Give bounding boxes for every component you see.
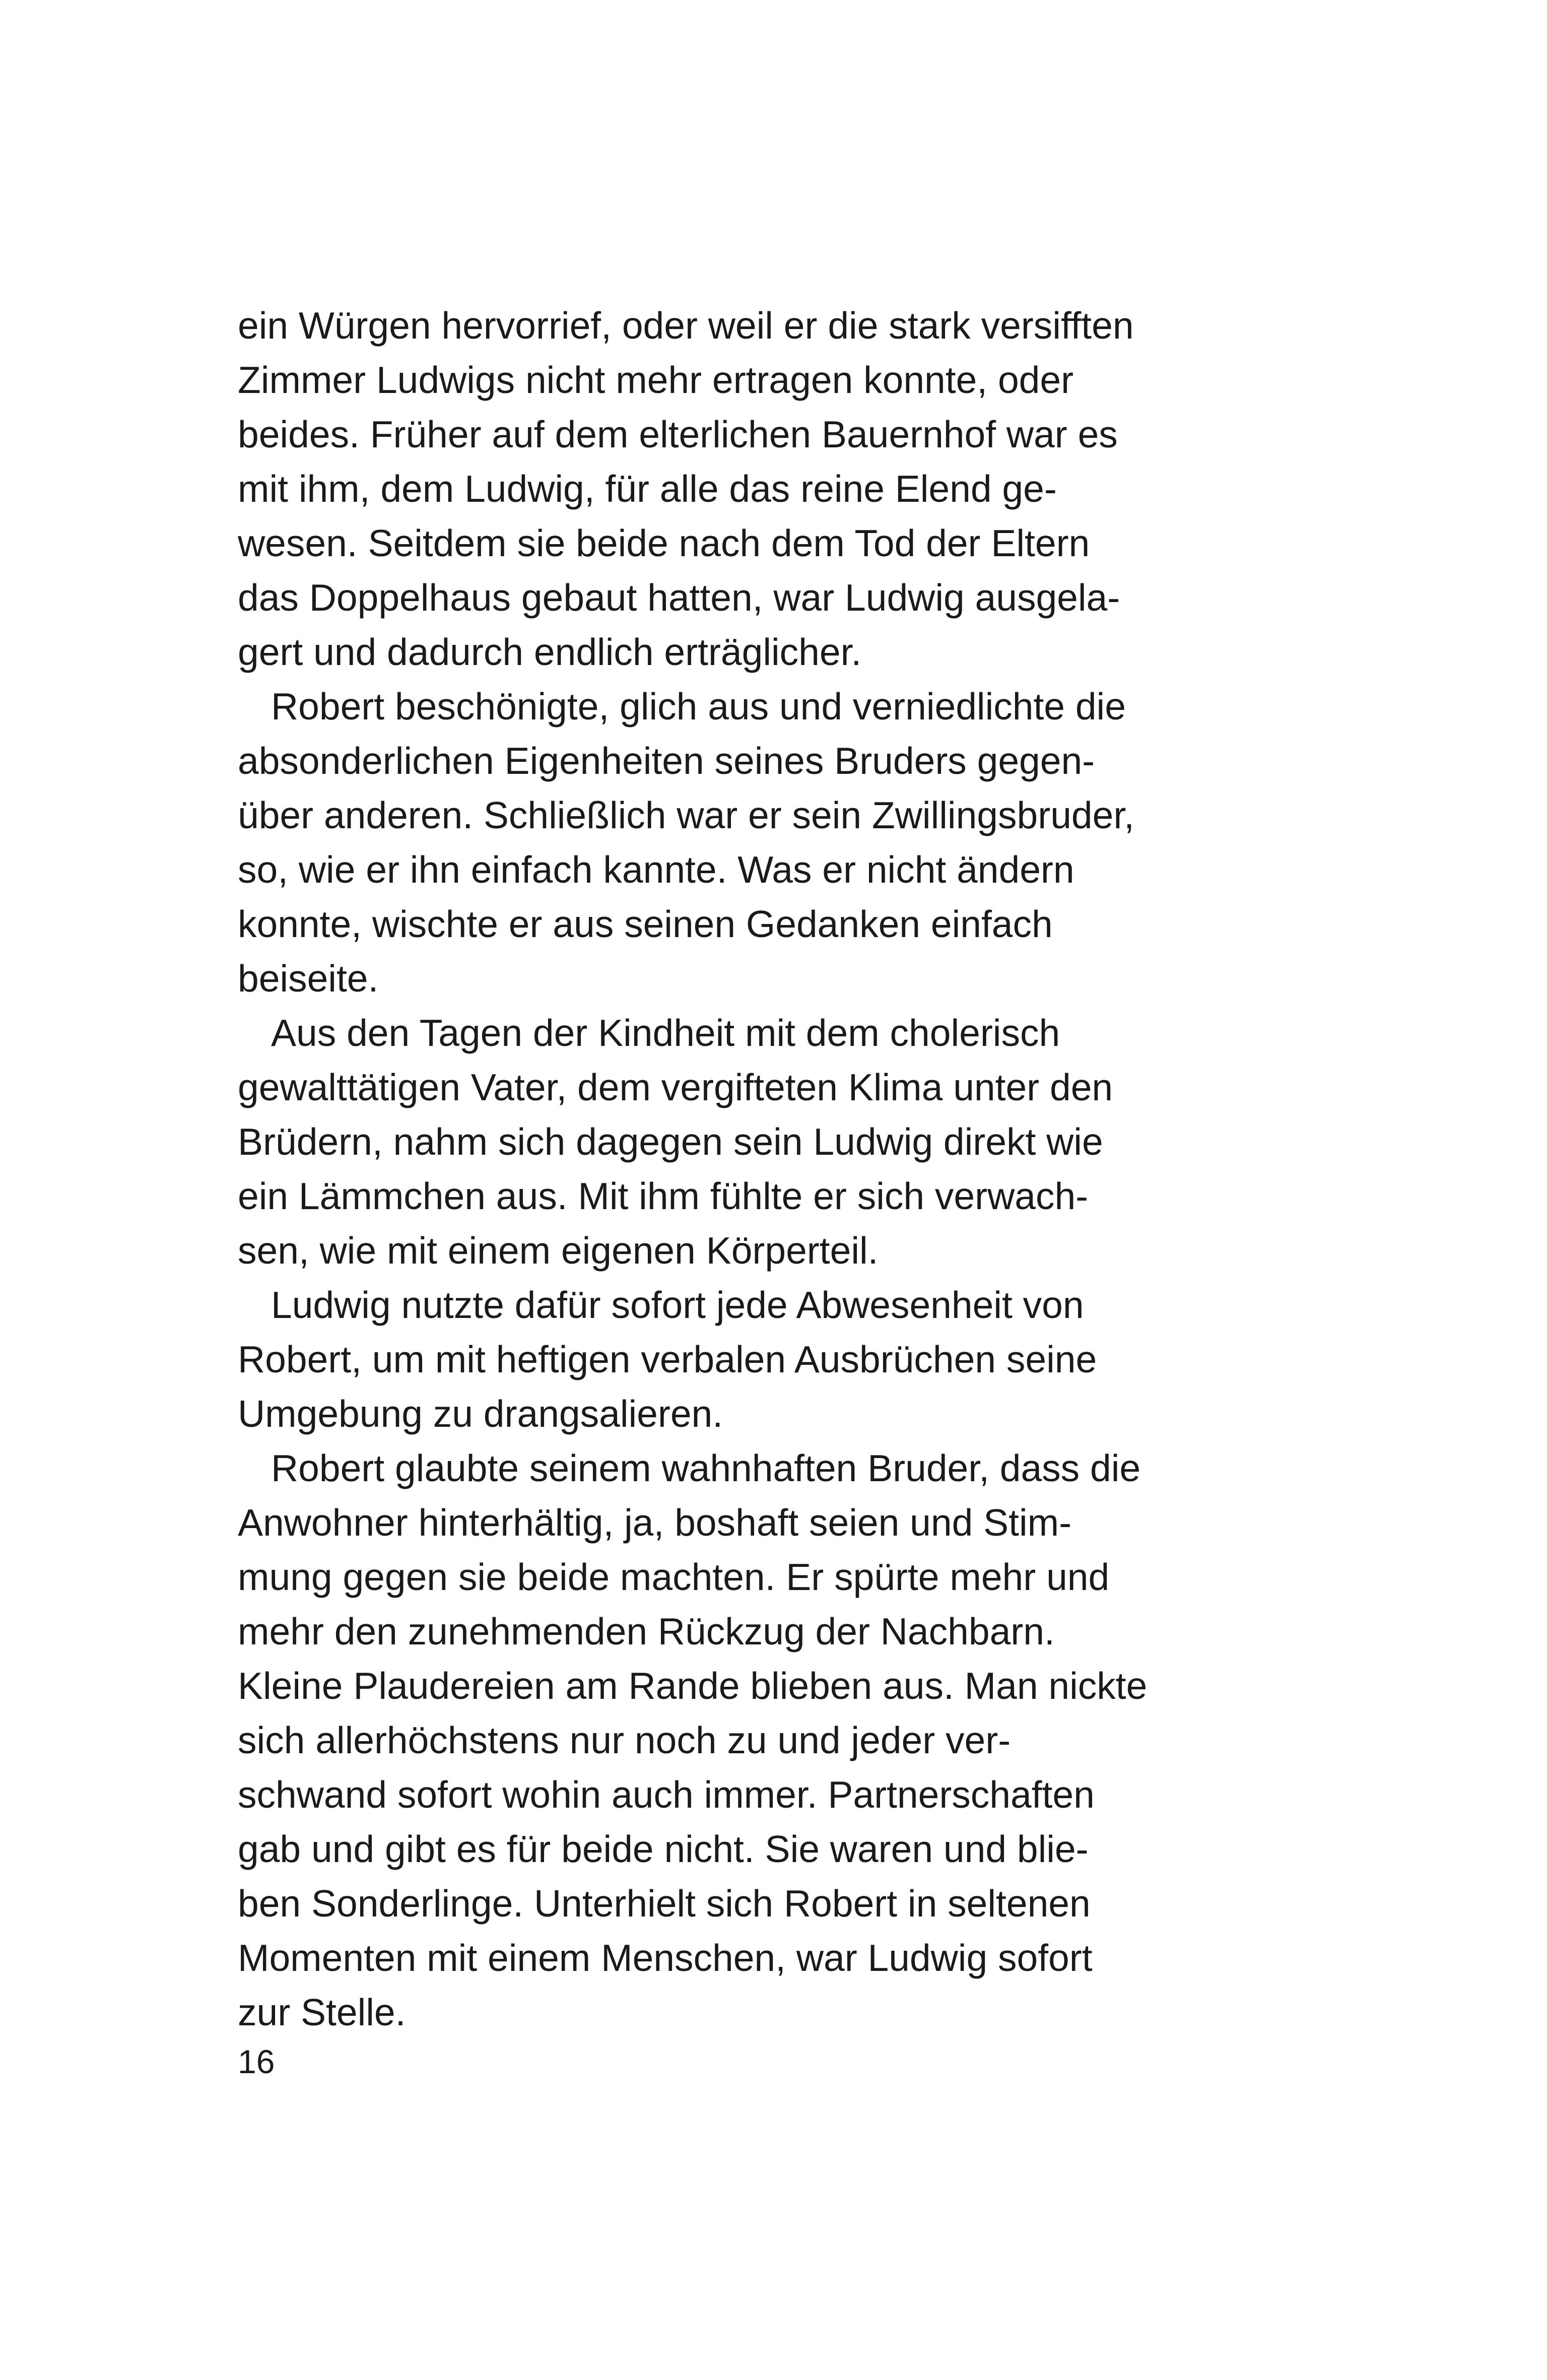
text-line: zur Stelle. [238,1991,406,2033]
text-line: Brüdern, nahm sich dagegen sein Ludwig direkt wie [238,1120,1103,1163]
text-line: Zimmer Ludwigs nicht mehr ertragen konnte, oder [238,359,1074,401]
paragraph-4 [238,1278,1270,1441]
paragraph-5 [238,1441,1270,2039]
paragraph-2 [238,679,1270,1006]
text-line: Kleine Plaudereien am Rande blieben aus. Man nickte [238,1665,1148,1707]
text-line: Umgebung zu drangsalieren. [238,1393,723,1435]
page-number: 16 [238,2043,275,2080]
text-line: konnte, wischte er aus seinen Gedanken einfach [238,903,1053,945]
text-line: schwand sofort wohin auch immer. Partnerschaften [238,1773,1095,1816]
text-line: gert und dadurch endlich erträglicher. [238,631,862,673]
text-line: sen, wie mit einem eigenen Körperteil. [238,1229,879,1272]
text-line: gab und gibt es für beide nicht. Sie waren und blie- [238,1828,1089,1870]
text-line: Aus den Tagen der Kindheit mit dem cholerisch [271,1012,1060,1054]
text-line: Momenten mit einem Menschen, war Ludwig sofort [238,1937,1093,1979]
text-line: mit ihm, dem Ludwig, für alle das reine Elend ge- [238,468,1057,510]
text-line: mehr den zunehmenden Rückzug der Nachbarn. [238,1610,1055,1652]
text-line: ein Lämmchen aus. Mit ihm fühlte er sich verwach- [238,1175,1089,1217]
paragraph-1 [238,298,1270,679]
text-line: absonderlichen Eigenheiten seines Bruders gegen- [238,740,1095,782]
text-line: Robert, um mit heftigen verbalen Ausbrüchen seine [238,1338,1097,1380]
text-line: mung gegen sie beide machten. Er spürte mehr und [238,1556,1110,1598]
text-line: Anwohner hinterhältig, ja, boshaft seien und Stim- [238,1501,1072,1544]
text-line: beiseite. [238,957,379,1000]
text-line: Ludwig nutzte dafür sofort jede Abwesenheit von [271,1284,1084,1326]
text-line: beides. Früher auf dem elterlichen Bauernhof war es [238,413,1118,455]
text-line: ben Sonderlinge. Unterhielt sich Robert in seltenen [238,1882,1091,1925]
body-text [238,298,1270,2039]
text-line: das Doppelhaus gebaut hatten, war Ludwig ausgela- [238,576,1120,619]
text-line: sich allerhöchstens nur noch zu und jeder ver- [238,1719,1011,1761]
text-line: gewalttätigen Vater, dem vergifteten Klima unter den [238,1066,1113,1108]
text-line: so, wie er ihn einfach kannte. Was er nicht ändern [238,848,1074,891]
text-line: ein Würgen hervorrief, oder weil er die stark versifften [238,304,1134,347]
text-line: über anderen. Schließlich war er sein Zwillingsbruder, [238,794,1135,836]
text-line: Robert glaubte seinem wahnhaften Bruder, dass die [271,1447,1141,1489]
paragraph-3 [238,1006,1270,1278]
text-line: Robert beschönigte, glich aus und verniedlichte die [271,685,1126,728]
text-line: wesen. Seitdem sie beide nach dem Tod der Eltern [238,522,1090,564]
